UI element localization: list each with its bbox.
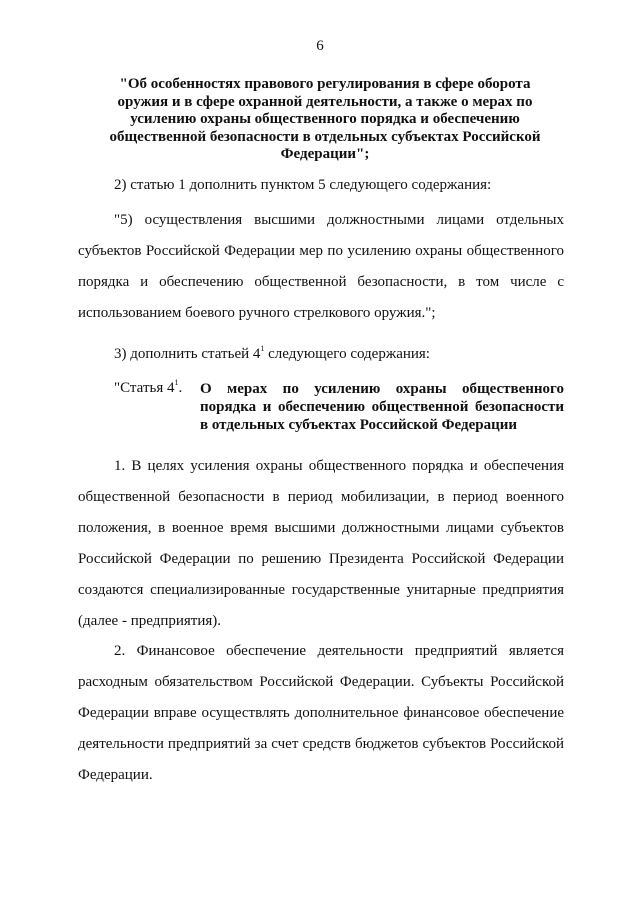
item-3-paragraph <box>78 346 564 363</box>
item-3-text: 3) дополнить статьей 4 <box>114 346 261 362</box>
quote-5-paragraph: "5) осуществления высшими должностными лицами отдельных субъектов Российской Федерации мер по усилению охраны общественного порядка и обеспечению общественной безопасности, в том числе с использованием боевого ручного стрелкового оружия."; <box>78 212 564 321</box>
article-label: "Статья $4^1$. <box>114 378 183 396</box>
document-title: "Об особенностях правового регулирования в сфере оборота оружия и в сфере охранной деятельности, а также о мерах по усилению охраны общественного порядка и обеспечению общественной безопасности в отдельных субъектах Российской Федерации"; <box>109 76 541 162</box>
item-3-text-after: следующего содержания: <box>264 346 430 362</box>
page-number: 6 <box>316 38 324 54</box>
article-label-superscript: 1 <box>174 378 179 387</box>
item-3-superscript: 1 <box>260 344 265 353</box>
clause-1-paragraph: 1. В целях усиления охраны общественного порядка и обеспечения общественной безопасности в период мобилизации, в период военного положения, в военное время высшими должностными лицами субъектов Российской Федерации по решению Президента Российской Федерации создаются специализированные государственные унитарные предприятия (далее - предприятия). <box>78 458 564 629</box>
item-2-paragraph: 2) статью 1 дополнить пунктом 5 следующего содержания: <box>114 177 492 193</box>
article-heading: О мерах по усилению охраны общественного порядка и обеспечению общественной безопасности в отдельных субъектах Российской Федерации <box>200 381 564 433</box>
clause-2-paragraph: 2. Финансовое обеспечение деятельности предприятий является расходным обязательством Российской Федерации. Субъекты Российской Федерации вправе осуществлять дополнительное финансовое обеспечение деятельности предприятий за счет средств бюджетов субъектов Российской Федерации. <box>78 643 564 783</box>
